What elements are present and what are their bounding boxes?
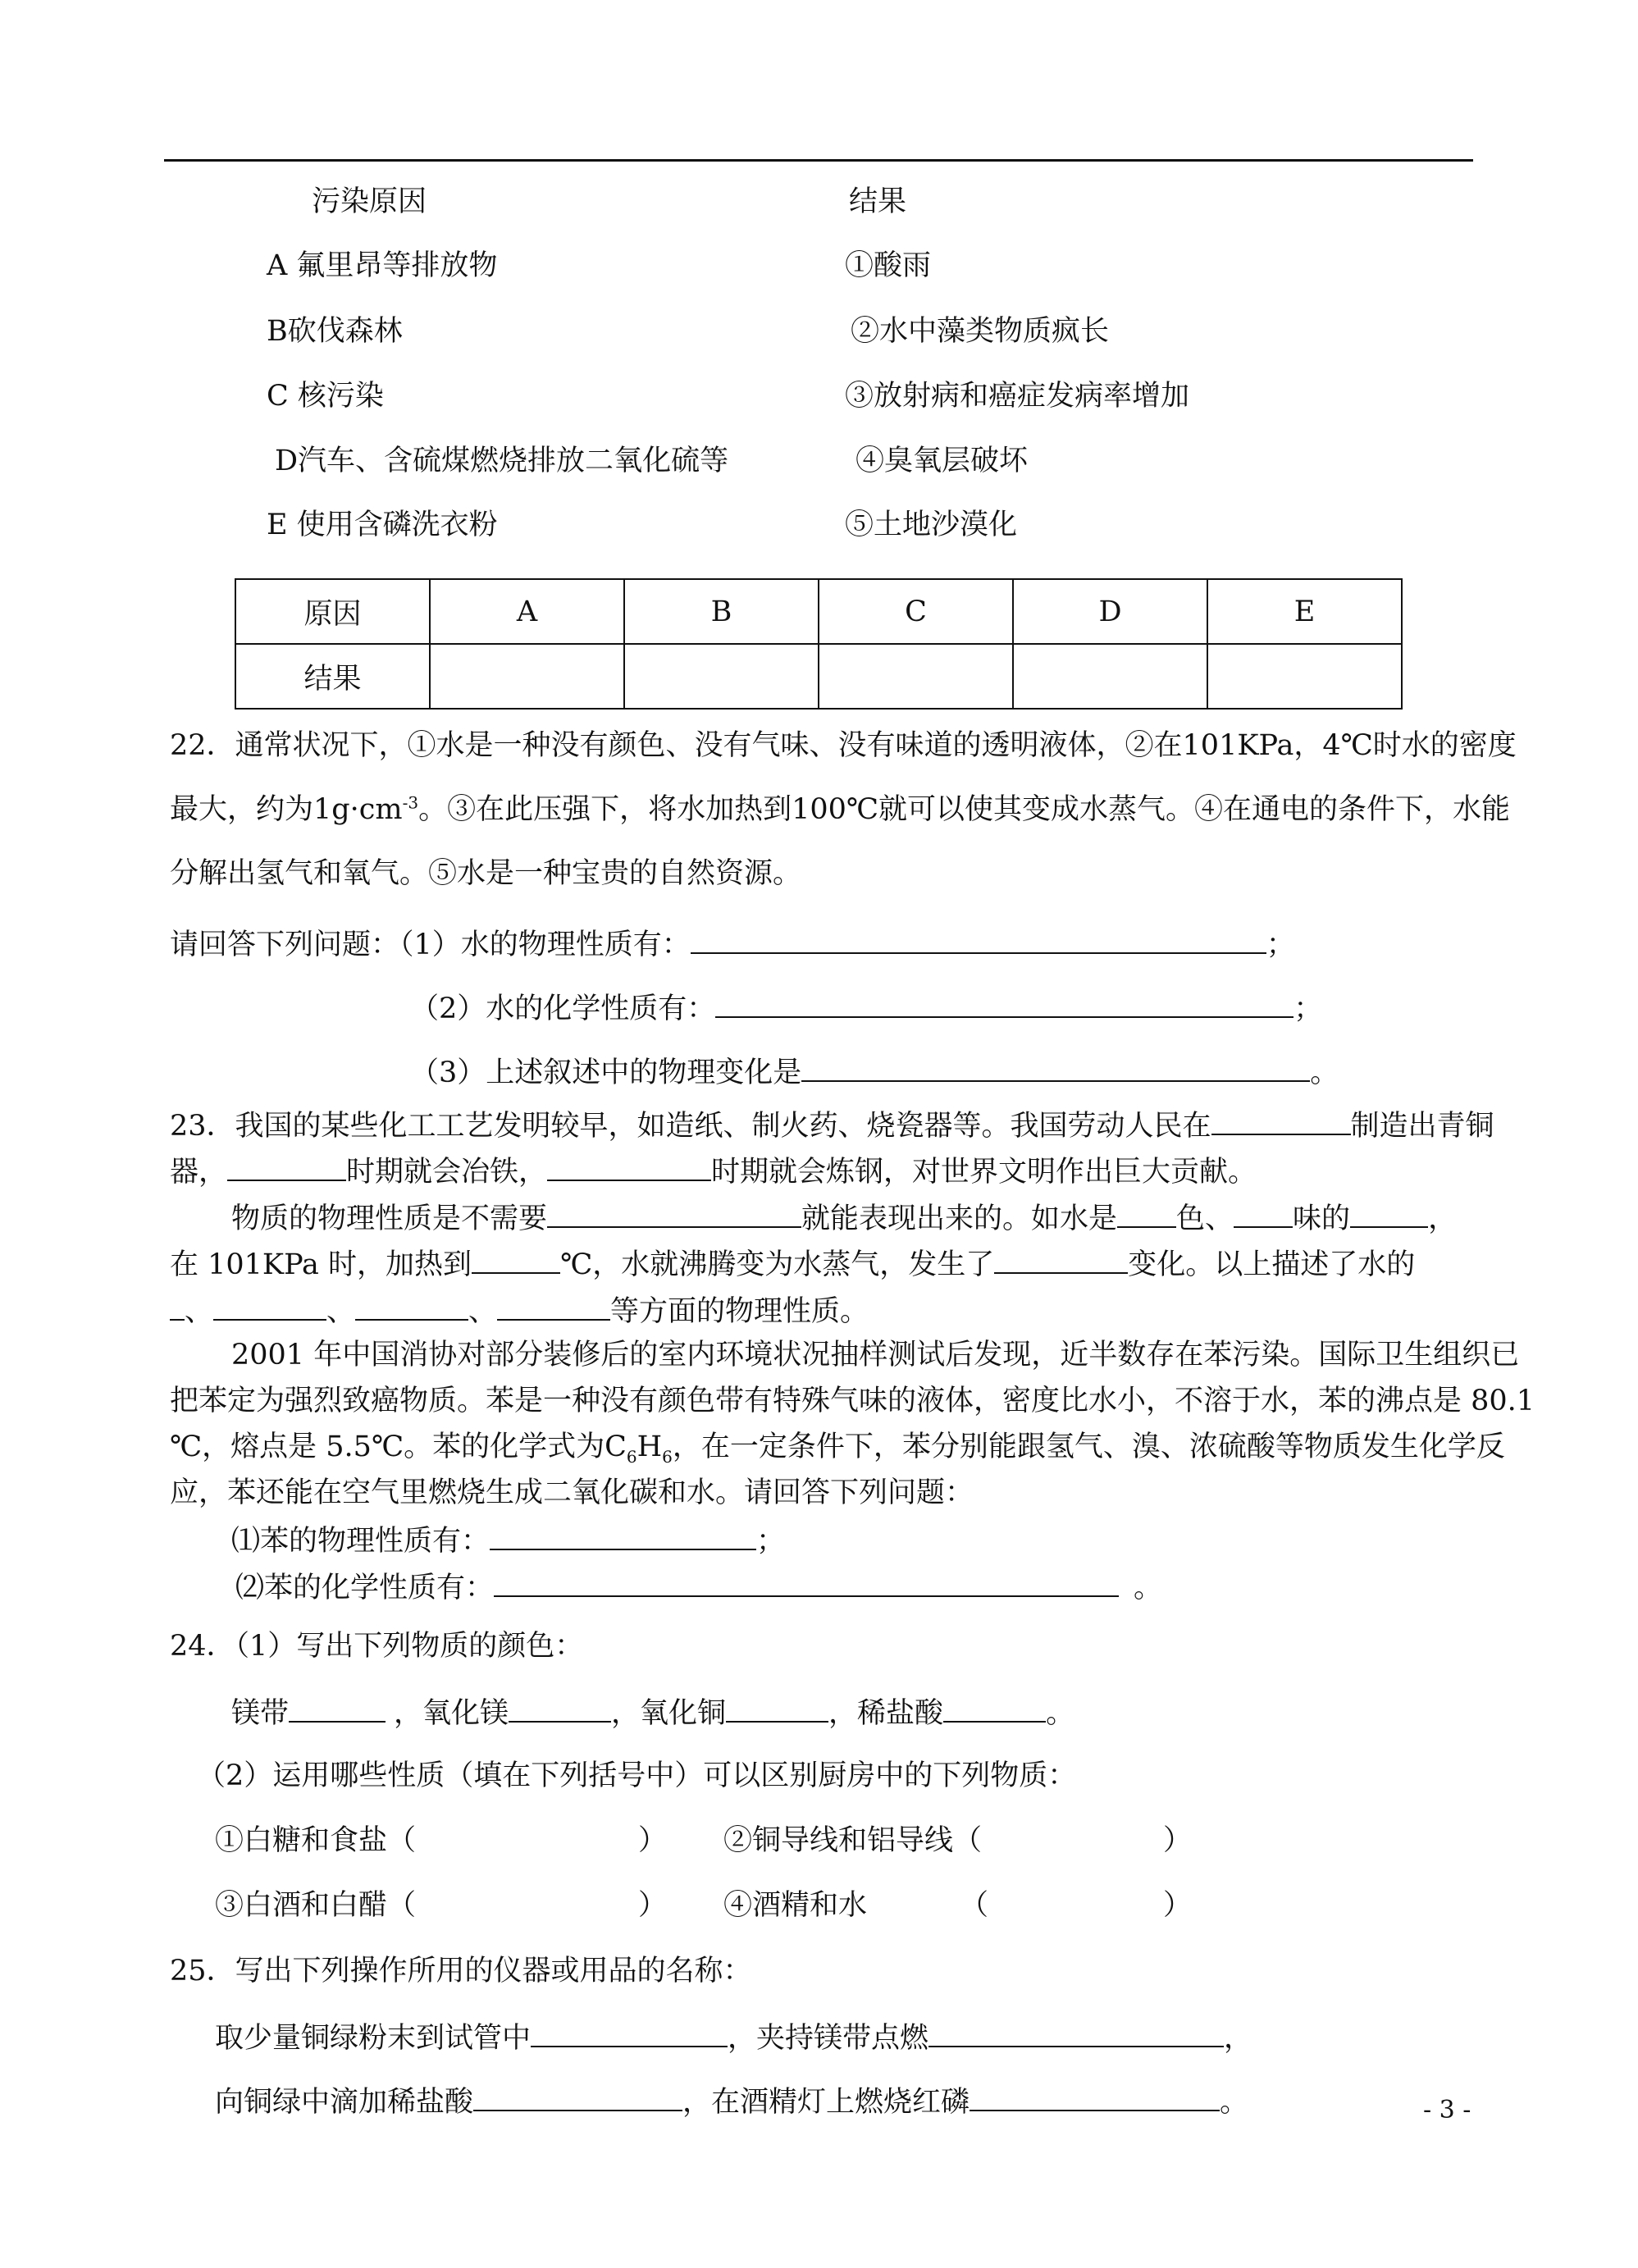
answer-blank[interactable] bbox=[509, 1693, 611, 1723]
answer-blank[interactable] bbox=[494, 1568, 1119, 1597]
result-3: ③放射病和癌症发病率增加 bbox=[845, 380, 1190, 413]
answer-blank[interactable] bbox=[970, 2082, 1220, 2111]
cause-d: D汽车、含硫煤燃烧排放二氧化硫等 bbox=[275, 445, 729, 477]
answer-table bbox=[235, 578, 1403, 710]
answer-cell[interactable] bbox=[624, 644, 819, 709]
answer-cell[interactable] bbox=[430, 644, 624, 709]
answer-blank[interactable] bbox=[715, 988, 1294, 1018]
result-5: ⑤土地沙漠化 bbox=[845, 509, 1018, 541]
q23-line-5: 、 、 、 等方面的物理性质。 bbox=[170, 1291, 869, 1330]
q22-line-3: 分解出氢气和氧气。⑤水是一种宝贵的自然资源。 bbox=[170, 857, 802, 890]
page-number: - 3 - bbox=[1423, 2096, 1471, 2124]
q24-question-2: （2）运用哪些性质（填在下列括号中）可以区别厨房中的下列物质： bbox=[197, 1759, 1077, 1792]
table-cell: A bbox=[430, 579, 624, 644]
q22-question-1: 请回答下列问题：（1）水的物理性质有： ； bbox=[170, 924, 1295, 963]
close-paren: ） bbox=[1163, 1889, 1193, 1922]
answer-cell[interactable] bbox=[1207, 644, 1402, 709]
answer-blank[interactable] bbox=[801, 1052, 1310, 1082]
answer-blank[interactable] bbox=[490, 1521, 756, 1550]
q24-item-2: ②铜导线和铝导线（ bbox=[723, 1824, 983, 1857]
table-row bbox=[235, 644, 1402, 709]
answer-cell[interactable] bbox=[1013, 644, 1207, 709]
q23-line-3: 物质的物理性质是不需要 就能表现出来的。如水是 色、 味的 ， bbox=[231, 1198, 1457, 1237]
table-cell: 结果 bbox=[235, 644, 430, 709]
answer-blank[interactable] bbox=[170, 1291, 185, 1321]
answer-blank[interactable] bbox=[289, 1693, 386, 1723]
close-paren: ） bbox=[638, 1824, 668, 1857]
answer-blank[interactable] bbox=[1350, 1198, 1428, 1228]
cause-header: 污染原因 bbox=[312, 185, 427, 218]
answer-blank[interactable] bbox=[473, 2082, 682, 2111]
table-cell: B bbox=[624, 579, 819, 644]
cause-c: C 核污染 bbox=[267, 380, 384, 413]
table-row bbox=[235, 579, 1402, 644]
table-cell: E bbox=[1207, 579, 1402, 644]
table-cell: D bbox=[1013, 579, 1207, 644]
q22-question-2: （2）水的化学性质有： ； bbox=[410, 988, 1322, 1027]
close-paren: ） bbox=[638, 1889, 668, 1922]
q22-line-1: 22．通常状况下，①水是一种没有颜色、没有气味、没有味道的透明液体，②在101KPa，4℃时水的密度 bbox=[170, 729, 1517, 762]
benzene-line-4: 应，苯还能在空气里燃烧生成二氧化碳和水。请回答下列问题： bbox=[170, 1476, 974, 1509]
answer-blank[interactable] bbox=[691, 924, 1266, 954]
q22-line-2: 最大，约为$1g\cdot cm^{-3}$。③在此压强下，将水加热到100℃就可以使其变成水蒸气。④在通电的条件下，水能 bbox=[170, 792, 1511, 826]
benzene-question-2: ⑵苯的化学性质有： 。 bbox=[235, 1568, 1162, 1606]
answer-blank[interactable] bbox=[472, 1244, 560, 1274]
cause-a: A 氟里昂等排放物 bbox=[267, 249, 498, 282]
table-cell: 原因 bbox=[235, 579, 430, 644]
q23-line-4: 在 101KPa 时，加热到 ℃，水就沸腾变为水蒸气，发生了 变化。以上描述了水的 bbox=[170, 1244, 1415, 1283]
table-cell: C bbox=[819, 579, 1013, 644]
result-1: ①酸雨 bbox=[845, 249, 932, 282]
q24-item-4: ④酒精和水 bbox=[723, 1889, 868, 1922]
cause-b: B砍伐森林 bbox=[267, 315, 403, 348]
benzene-line-2: 把苯定为强烈致癌物质。苯是一种没有颜色带有特殊气味的液体，密度比水小，不溶于水，苯的沸点是 80.1 bbox=[170, 1385, 1535, 1417]
answer-blank[interactable] bbox=[929, 2018, 1224, 2047]
q25-title: 25．写出下列操作所用的仪器或用品的名称： bbox=[170, 1955, 752, 1987]
answer-cell[interactable] bbox=[819, 644, 1013, 709]
answer-blank[interactable] bbox=[1211, 1106, 1351, 1135]
result-header: 结果 bbox=[849, 185, 907, 218]
answer-blank[interactable] bbox=[726, 1693, 828, 1723]
q23-line-2: 器， 时期就会冶铁， 时期就会炼钢，对世界文明作出巨大贡献。 bbox=[170, 1152, 1257, 1190]
q22-question-3: （3）上述叙述中的物理变化是 。 bbox=[410, 1052, 1339, 1091]
q25-line-2: 向铜绿中滴加稀盐酸 ，在酒精灯上燃烧红磷 。 bbox=[215, 2082, 1248, 2120]
answer-blank[interactable] bbox=[355, 1291, 468, 1321]
answer-blank[interactable] bbox=[227, 1152, 346, 1181]
answer-blank[interactable] bbox=[547, 1152, 711, 1181]
benzene-line-1: 2001 年中国消协对部分装修后的室内环境状况抽样测试后发现，近半数存在苯污染。国际卫生组织已 bbox=[231, 1339, 1520, 1371]
answer-blank[interactable] bbox=[547, 1198, 801, 1228]
answer-blank[interactable] bbox=[1117, 1198, 1176, 1228]
cause-e: E 使用含磷洗衣粉 bbox=[267, 509, 498, 541]
answer-blank[interactable] bbox=[943, 1693, 1046, 1723]
result-4: ④臭氧层破坏 bbox=[856, 445, 1029, 477]
answer-blank[interactable] bbox=[1234, 1198, 1293, 1228]
q24-colors: 镁带 ，氧化镁 ，氧化铜 ，稀盐酸 。 bbox=[231, 1693, 1075, 1732]
benzene-line-3: ℃，熔点是 5.5℃。苯的化学式为$C_6H_6$，在一定条件下，苯分别能跟氢气、溴、浓硫酸等物质发生化学反 bbox=[170, 1431, 1505, 1467]
open-paren: （ bbox=[960, 1889, 989, 1922]
answer-blank[interactable] bbox=[213, 1291, 326, 1321]
q24-item-3: ③白酒和白醋（ bbox=[215, 1889, 417, 1922]
answer-blank[interactable] bbox=[497, 1291, 610, 1321]
q24-item-1: ①白糖和食盐（ bbox=[215, 1824, 417, 1857]
q23-line-1: 23．我国的某些化工工艺发明较早，如造纸、制火药、烧瓷器等。我国劳动人民在 制造出青铜 bbox=[170, 1106, 1494, 1144]
answer-blank[interactable] bbox=[994, 1244, 1128, 1274]
answer-blank[interactable] bbox=[531, 2018, 728, 2047]
benzene-question-1: ⑴苯的物理性质有： ； bbox=[231, 1521, 785, 1559]
header-rule bbox=[164, 159, 1473, 162]
q24-title: 24．（1）写出下列物质的颜色： bbox=[170, 1630, 584, 1663]
result-2: ②水中藻类物质疯长 bbox=[851, 315, 1110, 348]
close-paren: ） bbox=[1163, 1824, 1193, 1857]
q25-line-1: 取少量铜绿粉末到试管中 ，夹持镁带点燃 ， bbox=[215, 2018, 1252, 2056]
